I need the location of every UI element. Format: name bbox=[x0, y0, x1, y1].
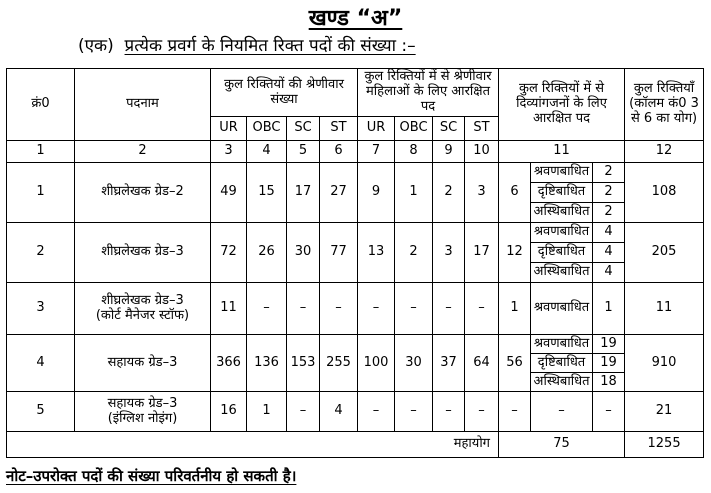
cell-women-st: – bbox=[465, 392, 499, 432]
cell-women-sc: – bbox=[433, 283, 465, 335]
subtitle bbox=[78, 33, 416, 56]
cell-women-sc: 37 bbox=[433, 335, 465, 392]
col-number: 5 bbox=[287, 141, 320, 163]
cell-divyang-total: – bbox=[499, 392, 531, 432]
table-row bbox=[7, 392, 704, 432]
cell-sc: – bbox=[287, 283, 320, 335]
subtitle-text: प्रत्येक प्रवर्ग के नियमित रिक्त पदों की संख्या :– bbox=[124, 36, 416, 56]
vacancy-table bbox=[6, 68, 704, 458]
row-sr: 2 bbox=[7, 223, 75, 283]
table-row bbox=[7, 163, 704, 183]
divyang-count: 19 bbox=[593, 354, 625, 373]
divyang-count: 1 bbox=[593, 283, 625, 335]
col-number: 10 bbox=[465, 141, 499, 163]
cell-st: 4 bbox=[320, 392, 358, 432]
col-number: 2 bbox=[75, 141, 211, 163]
cell-sc: 153 bbox=[287, 335, 320, 392]
col-number: 9 bbox=[433, 141, 465, 163]
row-post: शीघ्रलेखक ग्रेड–3 bbox=[75, 223, 211, 283]
cell-sc: 30 bbox=[287, 223, 320, 283]
cell-grand-total: 108 bbox=[625, 163, 704, 223]
divyang-label: अस्थिबाधित bbox=[531, 203, 593, 223]
cell-st: 77 bbox=[320, 223, 358, 283]
cell-women-ur: – bbox=[358, 392, 395, 432]
cell-women-ur: 13 bbox=[358, 223, 395, 283]
cell-sc: – bbox=[287, 392, 320, 432]
cell-women-sc: 2 bbox=[433, 163, 465, 223]
cell-women-obc: – bbox=[395, 392, 433, 432]
divyang-label: दृष्टिबाधित bbox=[531, 243, 593, 263]
header-women-ur: UR bbox=[358, 117, 395, 141]
header-divyang-group: कुल रिक्तियों में से दिव्यांगजनों के लिए आरक्षित पद bbox=[499, 69, 625, 141]
cell-obc: – bbox=[247, 283, 287, 335]
cell-women-sc: 3 bbox=[433, 223, 465, 283]
cell-ur: 72 bbox=[211, 223, 247, 283]
cell-obc: 26 bbox=[247, 223, 287, 283]
cell-obc: 136 bbox=[247, 335, 287, 392]
col-number: 4 bbox=[247, 141, 287, 163]
subtitle-prefix: (एक) bbox=[78, 36, 114, 56]
divyang-count: – bbox=[593, 392, 625, 432]
cell-divyang-total: 1 bbox=[499, 283, 531, 335]
header-women-obc: OBC bbox=[395, 117, 433, 141]
divyang-count: 2 bbox=[593, 163, 625, 183]
footnote: नोट–उपरोक्त पदों की संख्या परिवर्तनीय हो सकती है। bbox=[6, 467, 297, 485]
cell-women-ur: 9 bbox=[358, 163, 395, 223]
cell-divyang-total: 6 bbox=[499, 163, 531, 223]
col-number: 1 bbox=[7, 141, 75, 163]
header-women-sc: SC bbox=[433, 117, 465, 141]
header-women-st: ST bbox=[465, 117, 499, 141]
cell-women-obc: 1 bbox=[395, 163, 433, 223]
divyang-count: 4 bbox=[593, 243, 625, 263]
row-post: शीघ्रलेखक ग्रेड–2 bbox=[75, 163, 211, 223]
row-sr: 1 bbox=[7, 163, 75, 223]
header-cat-obc: OBC bbox=[247, 117, 287, 141]
cell-divyang-total: 56 bbox=[499, 335, 531, 392]
cell-ur: 49 bbox=[211, 163, 247, 223]
divyang-label: श्रवणबाधित bbox=[531, 283, 593, 335]
divyang-count: 19 bbox=[593, 335, 625, 354]
col-number: 3 bbox=[211, 141, 247, 163]
header-total-col: कुल रिक्तियाँ (कॉलम कं0 3 से 6 का योग) bbox=[625, 69, 704, 141]
cell-st: 255 bbox=[320, 335, 358, 392]
divyang-count: 2 bbox=[593, 203, 625, 223]
cell-women-ur: – bbox=[358, 283, 395, 335]
row-post: सहायक ग्रेड–3 (इंग्लिश नोइंग) bbox=[75, 392, 211, 432]
row-sr: 4 bbox=[7, 335, 75, 392]
cell-women-st: – bbox=[465, 283, 499, 335]
cell-st: 27 bbox=[320, 163, 358, 223]
cell-ur: 16 bbox=[211, 392, 247, 432]
cell-women-st: 3 bbox=[465, 163, 499, 223]
divyang-label: दृष्टिबाधित bbox=[531, 354, 593, 373]
cell-women-st: 64 bbox=[465, 335, 499, 392]
cell-women-obc: 2 bbox=[395, 223, 433, 283]
col-number: 6 bbox=[320, 141, 358, 163]
cell-ur: 366 bbox=[211, 335, 247, 392]
divyang-label: – bbox=[531, 392, 593, 432]
header-cat-sc: SC bbox=[287, 117, 320, 141]
col-number: 12 bbox=[625, 141, 704, 163]
cell-women-sc: – bbox=[433, 392, 465, 432]
divyang-count: 2 bbox=[593, 183, 625, 203]
cell-women-ur: 100 bbox=[358, 335, 395, 392]
table-row bbox=[7, 223, 704, 243]
divyang-count: 4 bbox=[593, 223, 625, 243]
header-cat-ur: UR bbox=[211, 117, 247, 141]
cell-obc: 15 bbox=[247, 163, 287, 223]
cell-sc: 17 bbox=[287, 163, 320, 223]
col-number: 11 bbox=[499, 141, 625, 163]
header-cat-st: ST bbox=[320, 117, 358, 141]
divyang-label: अस्थिबाधित bbox=[531, 263, 593, 283]
table-row bbox=[7, 335, 704, 354]
divyang-count: 18 bbox=[593, 373, 625, 392]
row-post: शीघ्रलेखक ग्रेड–3 (कोर्ट मैनेजर स्टॉफ) bbox=[75, 283, 211, 335]
divyang-label: दृष्टिबाधित bbox=[531, 183, 593, 203]
col-number: 7 bbox=[358, 141, 395, 163]
col-number: 8 bbox=[395, 141, 433, 163]
divyang-label: अस्थिबाधित bbox=[531, 373, 593, 392]
cell-women-obc: – bbox=[395, 283, 433, 335]
cell-grand-total: 11 bbox=[625, 283, 704, 335]
cell-ur: 11 bbox=[211, 283, 247, 335]
header-post: पदनाम bbox=[75, 69, 211, 141]
cell-women-obc: 30 bbox=[395, 335, 433, 392]
cell-grand-total: 910 bbox=[625, 335, 704, 392]
row-sr: 5 bbox=[7, 392, 75, 432]
table-row bbox=[7, 283, 704, 335]
divyang-label: श्रवणबाधित bbox=[531, 335, 593, 354]
header-total-group: कुल रिक्तियों की श्रेणीवार संख्या bbox=[211, 69, 358, 117]
divyang-count: 4 bbox=[593, 263, 625, 283]
summary-grand-total: 1255 bbox=[625, 432, 704, 458]
divyang-label: श्रवणबाधित bbox=[531, 163, 593, 183]
divyang-label: श्रवणबाधित bbox=[531, 223, 593, 243]
cell-grand-total: 21 bbox=[625, 392, 704, 432]
row-sr: 3 bbox=[7, 283, 75, 335]
section-title: खण्ड “अ” bbox=[308, 6, 403, 31]
cell-obc: 1 bbox=[247, 392, 287, 432]
header-sr: क्रं0 bbox=[7, 69, 75, 141]
cell-women-st: 17 bbox=[465, 223, 499, 283]
summary-divyang-total: 75 bbox=[499, 432, 625, 458]
row-post: सहायक ग्रेड–3 bbox=[75, 335, 211, 392]
summary-label: महायोग bbox=[7, 432, 499, 458]
summary-row bbox=[7, 432, 704, 458]
cell-st: – bbox=[320, 283, 358, 335]
cell-grand-total: 205 bbox=[625, 223, 704, 283]
header-women-group: कुल रिक्तियों में से श्रेणीवार महिलाओं के लिए आरक्षित पद bbox=[358, 69, 499, 117]
cell-divyang-total: 12 bbox=[499, 223, 531, 283]
